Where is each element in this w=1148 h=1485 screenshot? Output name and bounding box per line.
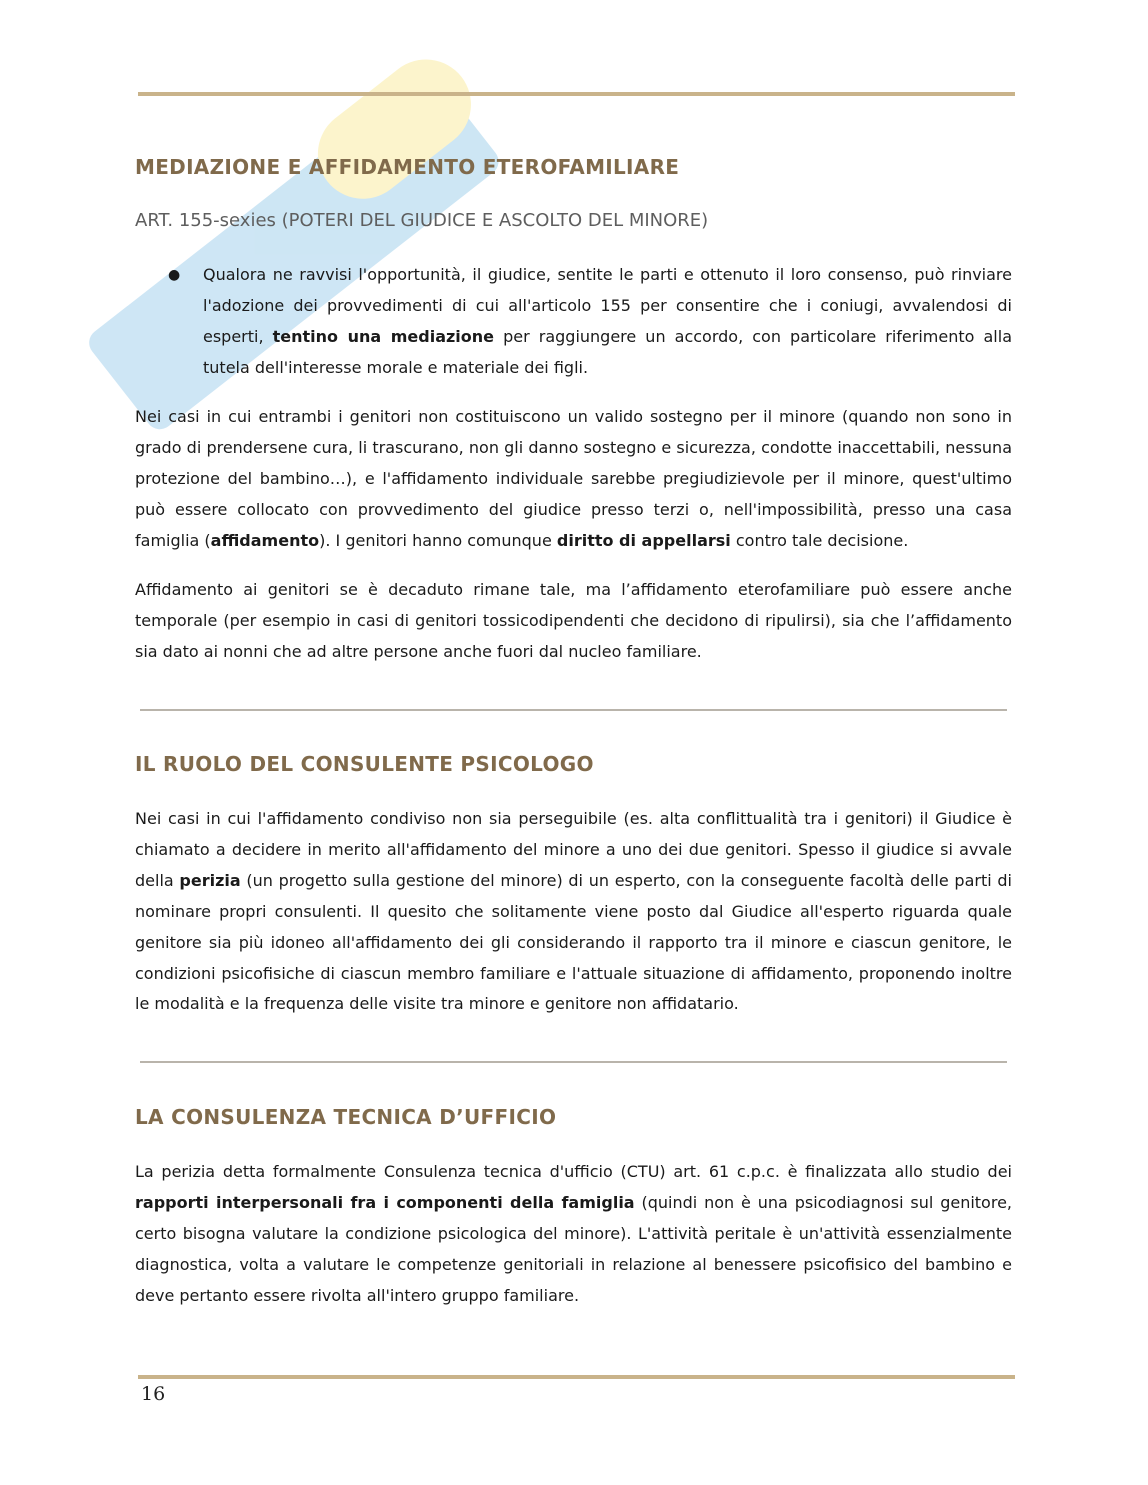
paragraph-affidamento: Nei casi in cui entrambi i genitori non costituiscono un valido sostegno per il minore (quando non sono in grado di prendersene cura, li trascurano, non gli danno sostegno e sicurezza, condotte inaccettabili, nessuna protezione del bambino…), e l'affidamento individuale sarebbe pregiudizievole per il minore, quest'ultimo può essere collocato con provvedimento del giudice presso terzi o, nell'impossibilità, presso una casa famiglia (affidamento). I genitori hanno comunque diritto di appellarsi contro tale decisione. xyxy=(135,407,1012,550)
section-title-consulenza: LA CONSULENZA TECNICA D’UFFICIO xyxy=(135,1105,557,1129)
section-title-consulente: IL RUOLO DEL CONSULENTE PSICOLOGO xyxy=(135,752,594,776)
section-divider xyxy=(140,709,1007,711)
footer-rule xyxy=(138,1375,1015,1379)
paragraph-consulente: Nei casi in cui l'affidamento condiviso non sia perseguibile (es. alta conflittualità tra i genitori) il Giudice è chiamato a decidere in merito all'affidamento del minore a uno dei due genitori. Spesso il giudice si avvale della perizia (un progetto sulla gestione del minore) di un esperto, con la conseguente facoltà delle parti di nominare propri consulenti. Il quesito che solitamente viene posto dal Giudice all'esperto riguarda quale genitore sia più idoneo all'affidamento dei gli considerando il rapporto tra il minore e ciascun genitore, le condizioni psicofisiche di ciascun membro familiare e l'attuale situazione di affidamento, proponendo inoltre le modalità e la frequenza delle visite tra minore e genitore non affidatario. xyxy=(135,809,1012,1014)
section-subtitle-article: ART. 155-sexies (POTERI DEL GIUDICE E ASCOLTO DEL MINORE) xyxy=(135,210,709,231)
header-rule xyxy=(138,92,1015,96)
paragraph-affidamento-genitori: Affidamento ai genitori se è decaduto rimane tale, ma l’affidamento eterofamiliare può essere anche temporale (per esempio in casi di genitori tossicodipendenti che decidono di ripulirsi), sia che l’affidamento sia dato ai nonni che ad altre persone anche fuori dal nucleo familiare. xyxy=(135,580,1012,661)
page-number: 16 xyxy=(141,1383,166,1405)
list-item xyxy=(135,260,1012,384)
bullet-text: Qualora ne ravvisi l'opportunità, il giudice, sentite le parti e ottenuto il loro consenso, può rinviare l'adozione dei provvedimenti di cui all'articolo 155 per consentire che i coniugi, avvalendosi di esperti, tentino una mediazione per raggiungere un accordo, con particolare riferimento alla tutela dell'interesse morale e materiale dei figli. xyxy=(203,265,1012,377)
section-title-mediazione: MEDIAZIONE E AFFIDAMENTO ETEROFAMILIARE xyxy=(135,155,680,179)
paragraph-ctu: La perizia detta formalmente Consulenza tecnica d'ufficio (CTU) art. 61 c.p.c. è finalizzata allo studio dei rapporti interpersonali fra i componenti della famiglia (quindi non è una psicodiagnosi sul genitore, certo bisogna valutare la condizione psicologica del minore). L'attività peritale è un'attività essenzialmente diagnostica, volta a valutare le competenze genitoriali in relazione al benessere psicofisico del bambino e deve pertanto essere rivolta all'intero gruppo familiare. xyxy=(135,1162,1012,1305)
bullet-icon: ● xyxy=(168,267,181,283)
section-divider xyxy=(140,1061,1007,1063)
